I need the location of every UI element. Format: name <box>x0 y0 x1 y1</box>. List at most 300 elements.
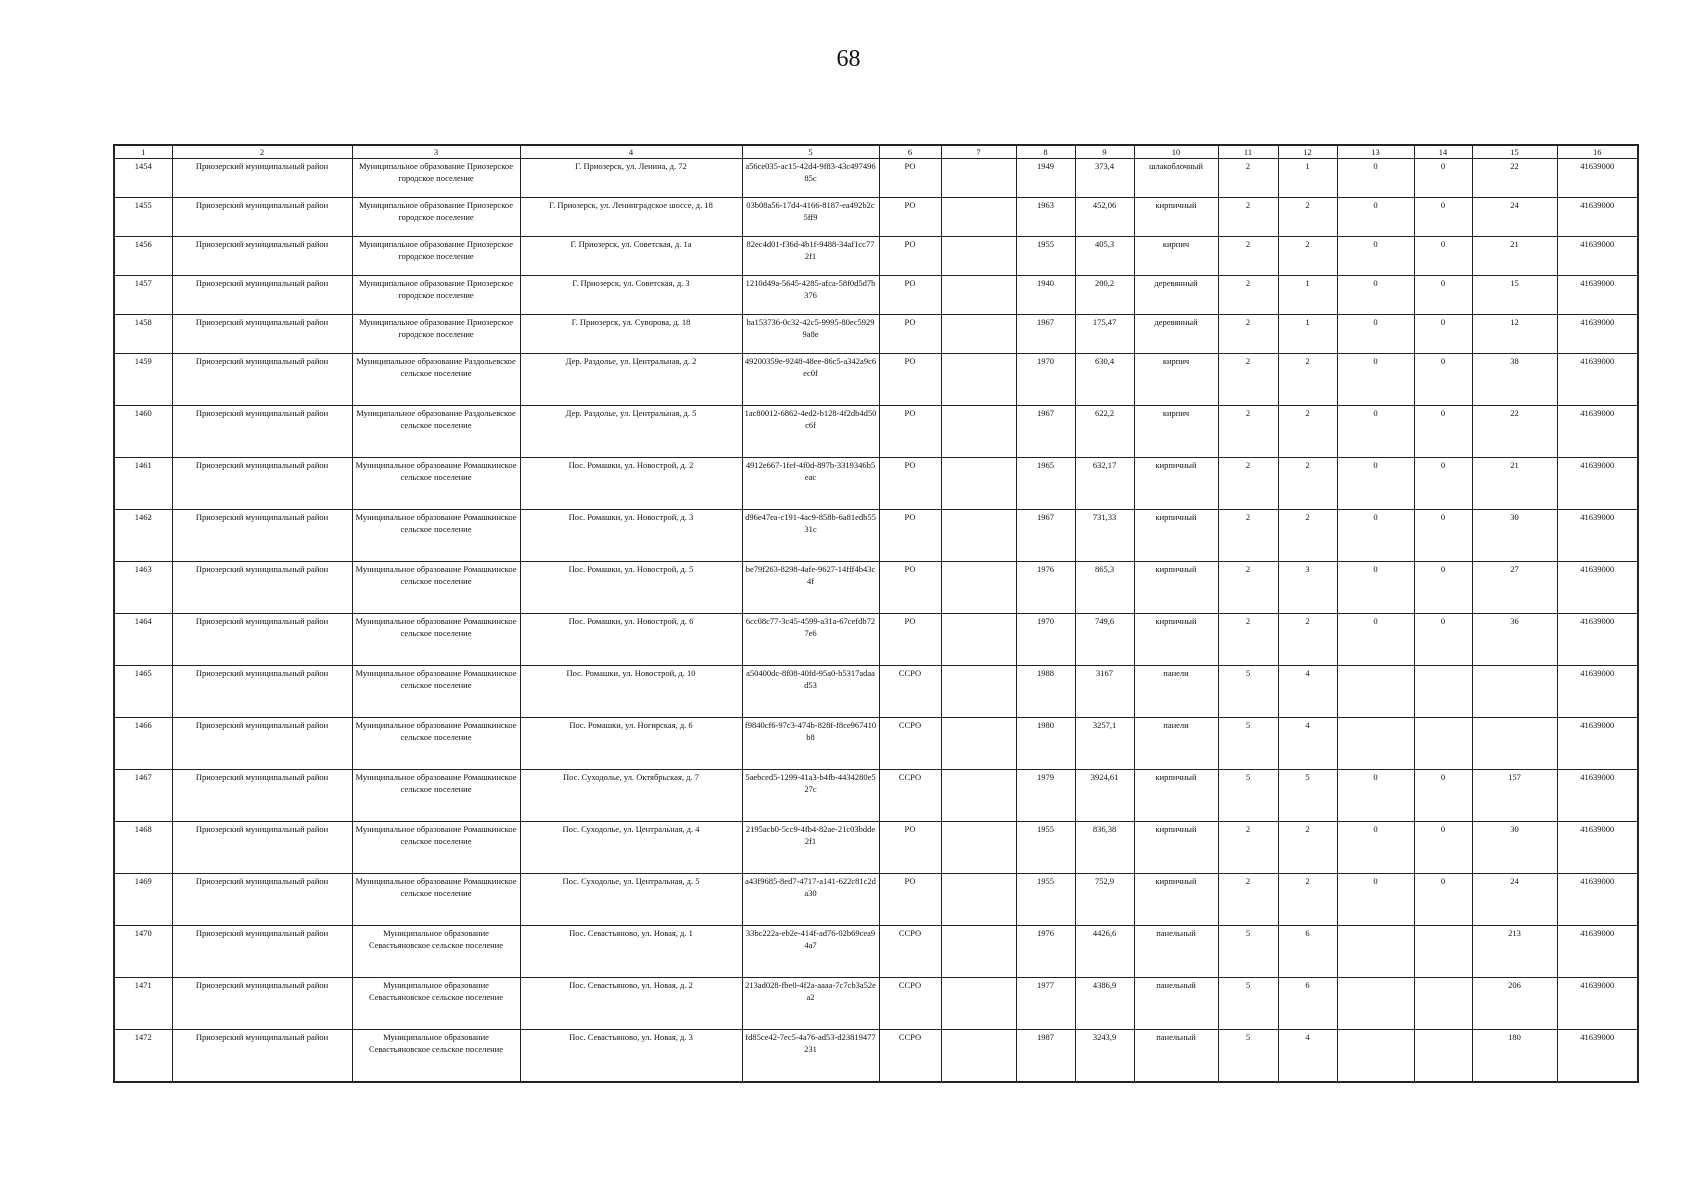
oktmo-cell: 41639000 <box>1557 770 1638 822</box>
col15-cell: 24 <box>1472 198 1557 237</box>
row-number: 1457 <box>114 276 172 315</box>
column-header: 1 <box>114 145 172 159</box>
floors-cell: 2 <box>1218 614 1278 666</box>
material-cell: кирпичный <box>1134 198 1218 237</box>
column-header: 12 <box>1278 145 1337 159</box>
col13-cell: 0 <box>1337 315 1414 354</box>
floors-cell: 2 <box>1218 562 1278 614</box>
col7-cell <box>941 510 1016 562</box>
col7-cell <box>941 276 1016 315</box>
floors-cell: 2 <box>1218 874 1278 926</box>
table-row <box>114 874 1638 926</box>
row-number: 1468 <box>114 822 172 874</box>
column-header: 9 <box>1075 145 1134 159</box>
guid-cell: 1210d49a-5645-4285-afca-58f0d5d7b376 <box>742 276 879 315</box>
oktmo-cell: 41639000 <box>1557 237 1638 276</box>
address-cell: Пос. Севастьяново, ул. Новая, д. 3 <box>520 1030 742 1083</box>
col13-cell: 0 <box>1337 458 1414 510</box>
material-cell: деревянный <box>1134 315 1218 354</box>
header-row <box>114 145 1638 159</box>
col7-cell <box>941 614 1016 666</box>
district-cell: Приозерский муниципальный район <box>172 822 352 874</box>
district-cell: Приозерский муниципальный район <box>172 159 352 198</box>
year-cell: 1988 <box>1016 666 1075 718</box>
col14-cell: 0 <box>1414 406 1472 458</box>
address-cell: Г. Приозерск, ул. Ленина, д. 72 <box>520 159 742 198</box>
column-header: 14 <box>1414 145 1472 159</box>
col13-cell: 0 <box>1337 237 1414 276</box>
col15-cell: 12 <box>1472 315 1557 354</box>
district-cell: Приозерский муниципальный район <box>172 237 352 276</box>
col7-cell <box>941 458 1016 510</box>
col14-cell <box>1414 926 1472 978</box>
guid-cell: 49200359e-9248-48ee-86c5-a342a9c6ec0f <box>742 354 879 406</box>
municipality-cell: Муниципальное образование Ромашкинское сельское поселение <box>352 718 520 770</box>
address-cell: Пос. Ромашки, ул. Ногирская, д. 6 <box>520 718 742 770</box>
area-cell: 632,17 <box>1075 458 1134 510</box>
entrances-cell: 3 <box>1278 562 1337 614</box>
entrances-cell: 2 <box>1278 237 1337 276</box>
column-header: 15 <box>1472 145 1557 159</box>
material-cell: кирпичный <box>1134 562 1218 614</box>
floors-cell: 5 <box>1218 718 1278 770</box>
guid-cell: 1ac80012-6862-4ed2-b128-4f2db4d50c6f <box>742 406 879 458</box>
year-cell: 1963 <box>1016 198 1075 237</box>
address-cell: Пос. Ромашки, ул. Новострой, д. 6 <box>520 614 742 666</box>
area-cell: 836,38 <box>1075 822 1134 874</box>
table-row <box>114 926 1638 978</box>
address-cell: Пос. Ромашки, ул. Новострой, д. 3 <box>520 510 742 562</box>
column-header: 10 <box>1134 145 1218 159</box>
oktmo-cell: 41639000 <box>1557 198 1638 237</box>
table-row <box>114 276 1638 315</box>
address-cell: Пос. Севастьяново, ул. Новая, д. 1 <box>520 926 742 978</box>
col7-cell <box>941 237 1016 276</box>
col13-cell: 0 <box>1337 614 1414 666</box>
program-cell: РО <box>879 237 941 276</box>
area-cell: 3924,61 <box>1075 770 1134 822</box>
district-cell: Приозерский муниципальный район <box>172 978 352 1030</box>
address-cell: Пос. Суходолье, ул. Октябрьская, д. 7 <box>520 770 742 822</box>
col15-cell: 21 <box>1472 237 1557 276</box>
table-row <box>114 614 1638 666</box>
year-cell: 1955 <box>1016 874 1075 926</box>
entrances-cell: 1 <box>1278 315 1337 354</box>
municipality-cell: Муниципальное образование Ромашкинское сельское поселение <box>352 666 520 718</box>
col14-cell: 0 <box>1414 315 1472 354</box>
col7-cell <box>941 822 1016 874</box>
material-cell: кирпич <box>1134 354 1218 406</box>
program-cell: РО <box>879 406 941 458</box>
entrances-cell: 2 <box>1278 614 1337 666</box>
guid-cell: a50400dc-8f08-40fd-95a0-b5317adaad53 <box>742 666 879 718</box>
district-cell: Приозерский муниципальный район <box>172 458 352 510</box>
district-cell: Приозерский муниципальный район <box>172 406 352 458</box>
municipality-cell: Муниципальное образование Ромашкинское сельское поселение <box>352 874 520 926</box>
year-cell: 1967 <box>1016 315 1075 354</box>
area-cell: 3257,1 <box>1075 718 1134 770</box>
row-number: 1455 <box>114 198 172 237</box>
row-number: 1454 <box>114 159 172 198</box>
district-cell: Приозерский муниципальный район <box>172 926 352 978</box>
municipality-cell: Муниципальное образование Приозерское городское поселение <box>352 198 520 237</box>
material-cell: шлакоблочный <box>1134 159 1218 198</box>
col7-cell <box>941 926 1016 978</box>
floors-cell: 2 <box>1218 458 1278 510</box>
entrances-cell: 5 <box>1278 770 1337 822</box>
area-cell: 622,2 <box>1075 406 1134 458</box>
column-header: 13 <box>1337 145 1414 159</box>
material-cell: кирпичный <box>1134 458 1218 510</box>
material-cell: деревянный <box>1134 276 1218 315</box>
col13-cell: 0 <box>1337 822 1414 874</box>
district-cell: Приозерский муниципальный район <box>172 614 352 666</box>
municipality-cell: Муниципальное образование Приозерское городское поселение <box>352 276 520 315</box>
col14-cell <box>1414 718 1472 770</box>
col7-cell <box>941 198 1016 237</box>
year-cell: 1987 <box>1016 1030 1075 1083</box>
guid-cell: a43f9685-8ed7-4717-a141-622c81c2da30 <box>742 874 879 926</box>
col13-cell: 0 <box>1337 159 1414 198</box>
address-cell: Пос. Севастьяново, ул. Новая, д. 2 <box>520 978 742 1030</box>
col14-cell <box>1414 1030 1472 1083</box>
col14-cell: 0 <box>1414 198 1472 237</box>
area-cell: 3167 <box>1075 666 1134 718</box>
col15-cell: 22 <box>1472 159 1557 198</box>
column-header: 6 <box>879 145 941 159</box>
oktmo-cell: 41639000 <box>1557 1030 1638 1083</box>
entrances-cell: 4 <box>1278 1030 1337 1083</box>
address-cell: Г. Приозерск, ул. Советская, д. 1а <box>520 237 742 276</box>
municipality-cell: Муниципальное образование Ромашкинское сельское поселение <box>352 822 520 874</box>
year-cell: 1949 <box>1016 159 1075 198</box>
program-cell: РО <box>879 458 941 510</box>
floors-cell: 2 <box>1218 510 1278 562</box>
col13-cell: 0 <box>1337 276 1414 315</box>
col7-cell <box>941 354 1016 406</box>
year-cell: 1976 <box>1016 926 1075 978</box>
guid-cell: 03b08a56-17d4-4166-8187-ea492b2c5ff9 <box>742 198 879 237</box>
col13-cell <box>1337 978 1414 1030</box>
program-cell: РО <box>879 354 941 406</box>
floors-cell: 5 <box>1218 770 1278 822</box>
table-row <box>114 718 1638 770</box>
district-cell: Приозерский муниципальный район <box>172 276 352 315</box>
area-cell: 373,4 <box>1075 159 1134 198</box>
program-cell: ССРО <box>879 926 941 978</box>
municipality-cell: Муниципальное образование Севастьяновское сельское поселение <box>352 1030 520 1083</box>
material-cell: панельный <box>1134 978 1218 1030</box>
col14-cell: 0 <box>1414 770 1472 822</box>
housing-registry-table <box>113 144 1639 1083</box>
guid-cell: fd85ce42-7ec5-4a76-ad53-d23819477231 <box>742 1030 879 1083</box>
year-cell: 1979 <box>1016 770 1075 822</box>
row-number: 1456 <box>114 237 172 276</box>
municipality-cell: Муниципальное образование Ромашкинское сельское поселение <box>352 770 520 822</box>
column-header: 2 <box>172 145 352 159</box>
municipality-cell: Муниципальное образование Ромашкинское сельское поселение <box>352 458 520 510</box>
col13-cell: 0 <box>1337 198 1414 237</box>
col15-cell: 36 <box>1472 614 1557 666</box>
year-cell: 1967 <box>1016 510 1075 562</box>
oktmo-cell: 41639000 <box>1557 159 1638 198</box>
col15-cell: 213 <box>1472 926 1557 978</box>
entrances-cell: 2 <box>1278 874 1337 926</box>
col7-cell <box>941 666 1016 718</box>
col7-cell <box>941 159 1016 198</box>
guid-cell: 2195acb0-5cc9-4fb4-82ae-21c03bdde2f1 <box>742 822 879 874</box>
oktmo-cell: 41639000 <box>1557 510 1638 562</box>
area-cell: 175,47 <box>1075 315 1134 354</box>
col7-cell <box>941 978 1016 1030</box>
table-row <box>114 237 1638 276</box>
district-cell: Приозерский муниципальный район <box>172 718 352 770</box>
program-cell: РО <box>879 822 941 874</box>
program-cell: ССРО <box>879 978 941 1030</box>
col7-cell <box>941 1030 1016 1083</box>
col13-cell <box>1337 1030 1414 1083</box>
entrances-cell: 2 <box>1278 510 1337 562</box>
program-cell: РО <box>879 198 941 237</box>
guid-cell: a56ce035-ac15-42d4-9f83-43c49749685c <box>742 159 879 198</box>
col14-cell: 0 <box>1414 276 1472 315</box>
row-number: 1458 <box>114 315 172 354</box>
program-cell: ССРО <box>879 770 941 822</box>
material-cell: панели <box>1134 718 1218 770</box>
row-number: 1472 <box>114 1030 172 1083</box>
municipality-cell: Муниципальное образование Раздольевское сельское поселение <box>352 354 520 406</box>
municipality-cell: Муниципальное образование Севастьяновское сельское поселение <box>352 978 520 1030</box>
program-cell: РО <box>879 315 941 354</box>
column-header: 4 <box>520 145 742 159</box>
col15-cell: 24 <box>1472 874 1557 926</box>
area-cell: 865,3 <box>1075 562 1134 614</box>
district-cell: Приозерский муниципальный район <box>172 874 352 926</box>
oktmo-cell: 41639000 <box>1557 315 1638 354</box>
oktmo-cell: 41639000 <box>1557 874 1638 926</box>
program-cell: ССРО <box>879 718 941 770</box>
year-cell: 1976 <box>1016 562 1075 614</box>
table-row <box>114 159 1638 198</box>
table-body <box>114 159 1638 1083</box>
col14-cell: 0 <box>1414 510 1472 562</box>
oktmo-cell: 41639000 <box>1557 354 1638 406</box>
table-row <box>114 562 1638 614</box>
col15-cell: 180 <box>1472 1030 1557 1083</box>
municipality-cell: Муниципальное образование Ромашкинское сельское поселение <box>352 614 520 666</box>
guid-cell: 82ec4d01-f36d-4b1f-9488-34af1cc772f1 <box>742 237 879 276</box>
municipality-cell: Муниципальное образование Приозерское городское поселение <box>352 315 520 354</box>
row-number: 1461 <box>114 458 172 510</box>
program-cell: РО <box>879 562 941 614</box>
address-cell: Дер. Раздолье, ул. Центральная, д. 5 <box>520 406 742 458</box>
district-cell: Приозерский муниципальный район <box>172 315 352 354</box>
row-number: 1469 <box>114 874 172 926</box>
col7-cell <box>941 315 1016 354</box>
column-header: 16 <box>1557 145 1638 159</box>
col14-cell: 0 <box>1414 874 1472 926</box>
floors-cell: 2 <box>1218 315 1278 354</box>
entrances-cell: 2 <box>1278 458 1337 510</box>
table-row <box>114 666 1638 718</box>
area-cell: 4386,9 <box>1075 978 1134 1030</box>
guid-cell: 213ad028-fbe0-4f2a-aaaa-7c7cb3a52ea2 <box>742 978 879 1030</box>
municipality-cell: Муниципальное образование Раздольевское сельское поселение <box>352 406 520 458</box>
guid-cell: 6cc08c77-3c45-4599-a31a-67cefdb727e6 <box>742 614 879 666</box>
col15-cell: 21 <box>1472 458 1557 510</box>
entrances-cell: 6 <box>1278 926 1337 978</box>
area-cell: 752,9 <box>1075 874 1134 926</box>
oktmo-cell: 41639000 <box>1557 614 1638 666</box>
area-cell: 4426,6 <box>1075 926 1134 978</box>
table-row <box>114 822 1638 874</box>
floors-cell: 2 <box>1218 276 1278 315</box>
entrances-cell: 1 <box>1278 276 1337 315</box>
floors-cell: 5 <box>1218 1030 1278 1083</box>
area-cell: 3243,9 <box>1075 1030 1134 1083</box>
row-number: 1470 <box>114 926 172 978</box>
material-cell: панельный <box>1134 926 1218 978</box>
col15-cell: 22 <box>1472 406 1557 458</box>
col15-cell: 27 <box>1472 562 1557 614</box>
col14-cell: 0 <box>1414 614 1472 666</box>
floors-cell: 2 <box>1218 354 1278 406</box>
address-cell: Пос. Ромашки, ул. Новострой, д. 10 <box>520 666 742 718</box>
guid-cell: d96e47ea-c191-4ac9-858b-6a81edb5531c <box>742 510 879 562</box>
entrances-cell: 6 <box>1278 978 1337 1030</box>
entrances-cell: 2 <box>1278 354 1337 406</box>
col13-cell: 0 <box>1337 562 1414 614</box>
floors-cell: 2 <box>1218 237 1278 276</box>
address-cell: Пос. Ромашки, ул. Новострой, д. 5 <box>520 562 742 614</box>
municipality-cell: Муниципальное образование Ромашкинское сельское поселение <box>352 510 520 562</box>
entrances-cell: 4 <box>1278 666 1337 718</box>
col15-cell: 15 <box>1472 276 1557 315</box>
table-row <box>114 458 1638 510</box>
col14-cell: 0 <box>1414 562 1472 614</box>
address-cell: Г. Приозерск, ул. Советская, д. 3 <box>520 276 742 315</box>
table-row <box>114 978 1638 1030</box>
year-cell: 1970 <box>1016 354 1075 406</box>
row-number: 1460 <box>114 406 172 458</box>
district-cell: Приозерский муниципальный район <box>172 562 352 614</box>
oktmo-cell: 41639000 <box>1557 666 1638 718</box>
area-cell: 630,4 <box>1075 354 1134 406</box>
floors-cell: 2 <box>1218 406 1278 458</box>
year-cell: 1970 <box>1016 614 1075 666</box>
program-cell: РО <box>879 159 941 198</box>
guid-cell: f9840cf6-97c3-474b-828f-f8ce967410b8 <box>742 718 879 770</box>
row-number: 1463 <box>114 562 172 614</box>
district-cell: Приозерский муниципальный район <box>172 770 352 822</box>
row-number: 1464 <box>114 614 172 666</box>
col15-cell: 206 <box>1472 978 1557 1030</box>
table-row <box>114 770 1638 822</box>
material-cell: кирпич <box>1134 237 1218 276</box>
col14-cell <box>1414 978 1472 1030</box>
col7-cell <box>941 874 1016 926</box>
year-cell: 1940 <box>1016 276 1075 315</box>
oktmo-cell: 41639000 <box>1557 926 1638 978</box>
district-cell: Приозерский муниципальный район <box>172 354 352 406</box>
col7-cell <box>941 562 1016 614</box>
material-cell: кирпичный <box>1134 770 1218 822</box>
district-cell: Приозерский муниципальный район <box>172 1030 352 1083</box>
table-row <box>114 406 1638 458</box>
col7-cell <box>941 770 1016 822</box>
row-number: 1459 <box>114 354 172 406</box>
entrances-cell: 4 <box>1278 718 1337 770</box>
address-cell: Г. Приозерск, ул. Ленинградское шоссе, д. 18 <box>520 198 742 237</box>
floors-cell: 2 <box>1218 822 1278 874</box>
col13-cell <box>1337 926 1414 978</box>
program-cell: РО <box>879 276 941 315</box>
row-number: 1471 <box>114 978 172 1030</box>
material-cell: панели <box>1134 666 1218 718</box>
year-cell: 1977 <box>1016 978 1075 1030</box>
address-cell: Пос. Суходолье, ул. Центральная, д. 4 <box>520 822 742 874</box>
area-cell: 452,06 <box>1075 198 1134 237</box>
column-header: 7 <box>941 145 1016 159</box>
entrances-cell: 2 <box>1278 198 1337 237</box>
program-cell: РО <box>879 614 941 666</box>
area-cell: 731,33 <box>1075 510 1134 562</box>
col14-cell: 0 <box>1414 159 1472 198</box>
program-cell: ССРО <box>879 666 941 718</box>
floors-cell: 5 <box>1218 978 1278 1030</box>
row-number: 1466 <box>114 718 172 770</box>
table-row <box>114 1030 1638 1083</box>
column-header: 8 <box>1016 145 1075 159</box>
row-number: 1462 <box>114 510 172 562</box>
col13-cell <box>1337 666 1414 718</box>
col15-cell: 38 <box>1472 354 1557 406</box>
row-number: 1467 <box>114 770 172 822</box>
municipality-cell: Муниципальное образование Приозерское городское поселение <box>352 159 520 198</box>
program-cell: РО <box>879 874 941 926</box>
table-row <box>114 198 1638 237</box>
guid-cell: 4912e667-1fef-4f0d-897b-3319346b5eac <box>742 458 879 510</box>
floors-cell: 5 <box>1218 666 1278 718</box>
guid-cell: be79f263-8298-4afe-9627-14fff4b43c4f <box>742 562 879 614</box>
area-cell: 200,2 <box>1075 276 1134 315</box>
column-header: 3 <box>352 145 520 159</box>
municipality-cell: Муниципальное образование Приозерское городское поселение <box>352 237 520 276</box>
year-cell: 1955 <box>1016 237 1075 276</box>
year-cell: 1967 <box>1016 406 1075 458</box>
year-cell: 1980 <box>1016 718 1075 770</box>
col14-cell: 0 <box>1414 822 1472 874</box>
table-row <box>114 354 1638 406</box>
district-cell: Приозерский муниципальный район <box>172 666 352 718</box>
col13-cell: 0 <box>1337 354 1414 406</box>
year-cell: 1965 <box>1016 458 1075 510</box>
material-cell: кирпич <box>1134 406 1218 458</box>
oktmo-cell: 41639000 <box>1557 562 1638 614</box>
year-cell: 1955 <box>1016 822 1075 874</box>
col14-cell: 0 <box>1414 458 1472 510</box>
material-cell: кирпичный <box>1134 614 1218 666</box>
column-header: 5 <box>742 145 879 159</box>
floors-cell: 2 <box>1218 198 1278 237</box>
col15-cell: 30 <box>1472 822 1557 874</box>
oktmo-cell: 41639000 <box>1557 276 1638 315</box>
col13-cell: 0 <box>1337 770 1414 822</box>
floors-cell: 2 <box>1218 159 1278 198</box>
area-cell: 749,6 <box>1075 614 1134 666</box>
guid-cell: 33bc222a-eb2e-414f-ad76-02b69cea94a7 <box>742 926 879 978</box>
col13-cell <box>1337 718 1414 770</box>
